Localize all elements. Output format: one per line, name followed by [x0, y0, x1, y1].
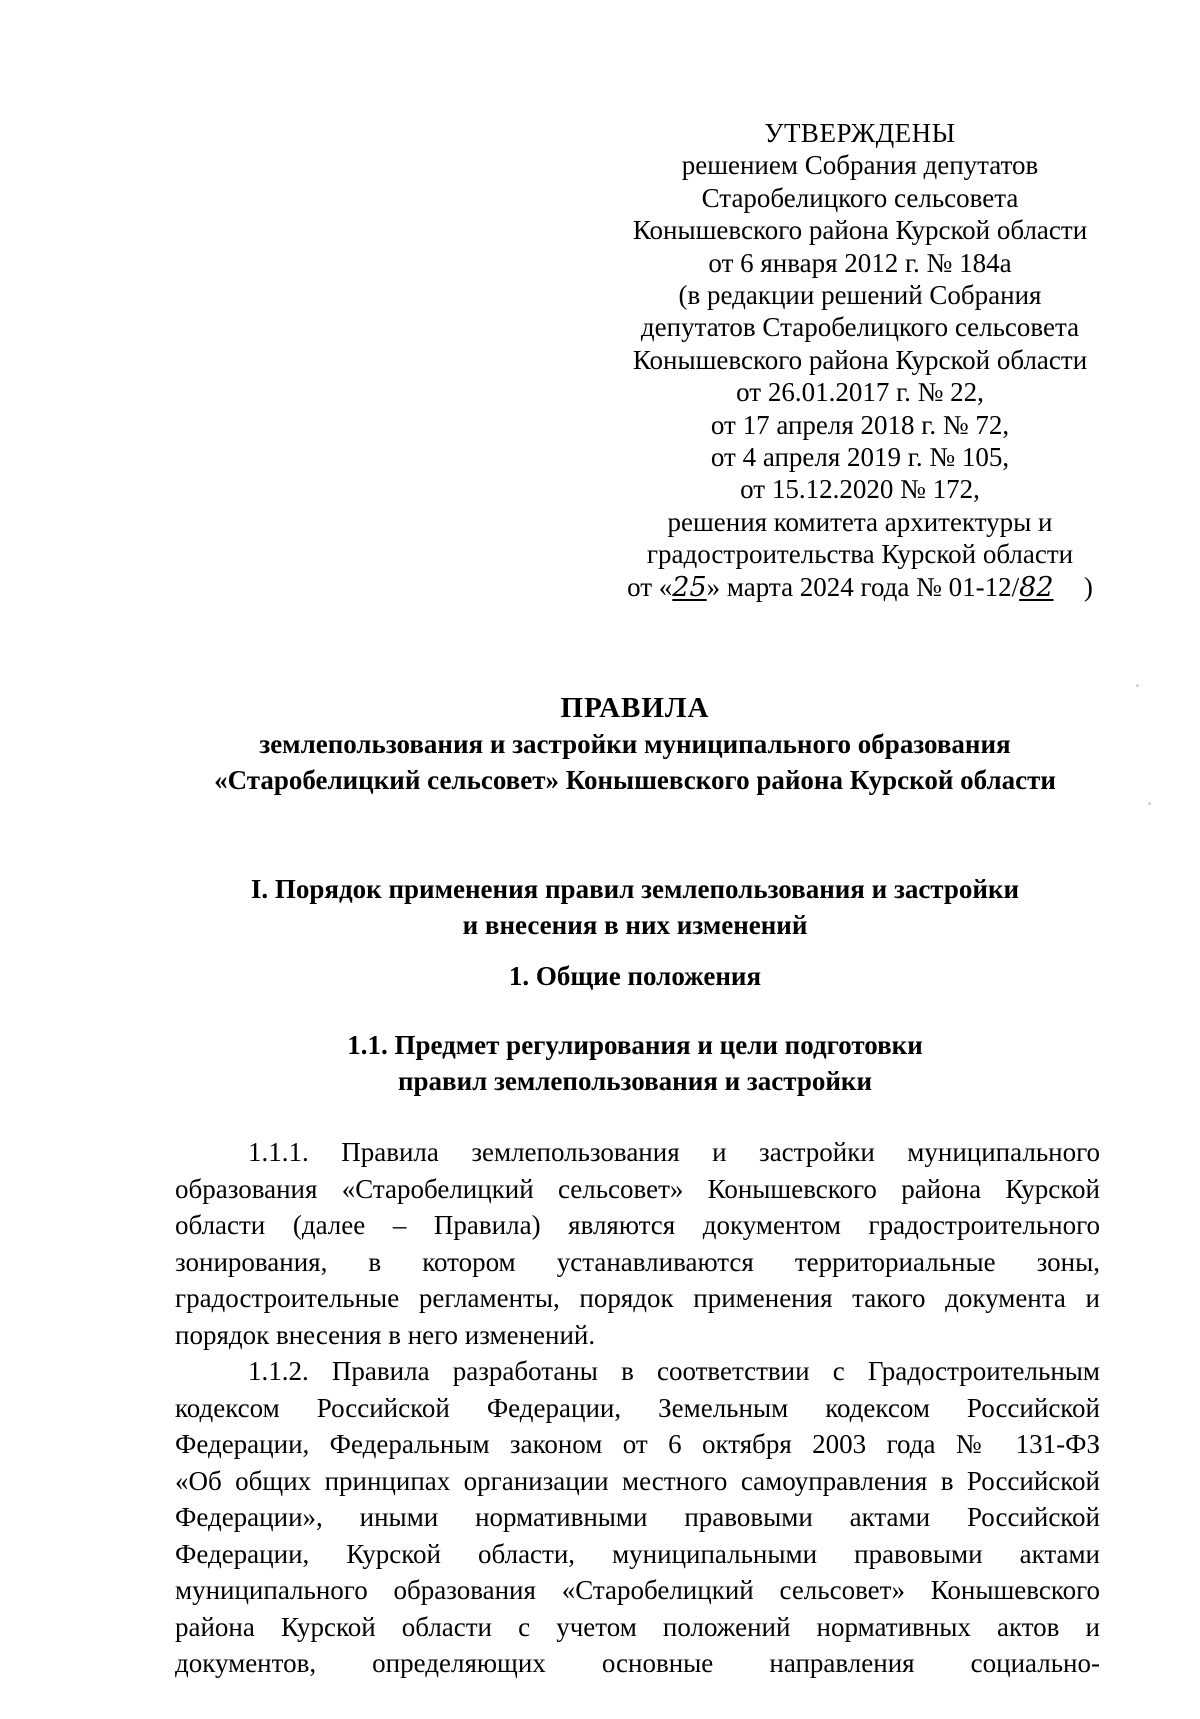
scan-speck: [1136, 684, 1139, 687]
subsection-heading: [170, 1027, 1100, 1099]
section-heading: [170, 871, 1100, 943]
approval-line: от 4 апреля 2019 г. № 105,: [710, 442, 1010, 473]
approval-line: Конышевского района Курской области: [632, 215, 1088, 246]
approval-title: УТВЕРЖДЕНЫ: [764, 118, 956, 148]
subsection-heading-line: 1.1. Предмет регулирования и цели подготовки: [347, 1030, 923, 1060]
paragraph-line: образования «Старобелицкий сельсовет» Конышевского района Курской: [175, 1173, 1100, 1204]
handwritten-number: 82: [1019, 571, 1054, 603]
approval-date-line: [600, 571, 1120, 604]
paragraph-line: области (далее – Правила) являются документом градостроительного: [175, 1210, 1100, 1240]
approval-line: от 6 января 2012 г. № 184а: [708, 247, 1012, 278]
paragraph-line: Федерации», иными нормативными правовыми актами Российской: [175, 1502, 1100, 1532]
approval-line: от 26.01.2017 г. № 22,: [736, 377, 984, 408]
approval-line: решения комитета архитектуры и: [667, 506, 1053, 537]
paragraph-line: порядок внесения в него изменений.: [175, 1319, 596, 1350]
document-title-block: [170, 690, 1100, 798]
approval-line: от 15.12.2020 № 172,: [740, 474, 980, 505]
chapter-heading-line: 1. Общие положения: [508, 961, 762, 991]
paragraph-1-1-2: [175, 1353, 1100, 1682]
approval-line: от 17 апреля 2018 г. № 72,: [710, 409, 1010, 440]
approval-line: решением Собрания депутатов: [681, 150, 1039, 181]
approval-line: (в редакции решений Собрания: [678, 280, 1042, 311]
scan-speck: [1148, 802, 1151, 805]
chapter-heading: [170, 958, 1100, 994]
section-heading-line: и внесения в них изменений: [462, 910, 808, 940]
document-subtitle-line: «Старобелицкий сельсовет» Конышевского района Курской области: [214, 765, 1056, 795]
approval-line: Конышевского района Курской области: [632, 344, 1088, 375]
paragraph-line: градостроительные регламенты, порядок применения такого документа и: [175, 1283, 1100, 1313]
paragraph-line: документов, определяющих основные направления социально-: [175, 1648, 1100, 1678]
document-title: ПРАВИЛА: [560, 692, 710, 724]
handwritten-day: 25: [672, 571, 707, 603]
paragraph-line: зонирования, в котором устанавливаются территориальные зоны,: [175, 1246, 1100, 1277]
approval-line: градостроительства Курской области: [646, 539, 1074, 570]
section-heading-line: I. Порядок применения правил землепользования и застройки: [250, 874, 1020, 904]
approval-block: [600, 117, 1120, 604]
paragraph-line: района Курской области с учетом положений нормативных актов и: [175, 1611, 1100, 1642]
approval-date-suffix: ): [1077, 571, 1093, 602]
paragraph-line: Федерации, Курской области, муниципальными правовыми актами: [175, 1538, 1100, 1569]
paragraph-1-1-1: [175, 1134, 1100, 1353]
approval-line: Старобелицкого сельсовета: [701, 182, 1019, 213]
paragraph-line: «Об общих принципах организации местного самоуправления в Российской: [175, 1465, 1100, 1496]
document-subtitle-line: землепользования и застройки муниципального образования: [259, 729, 1011, 759]
subsection-heading-line: правил землепользования и застройки: [397, 1066, 873, 1096]
paragraph-line: 1.1.1. Правила землепользования и застройки муниципального: [248, 1137, 1100, 1167]
approval-line: депутатов Старобелицкого сельсовета: [640, 312, 1080, 343]
paragraph-line: кодексом Российской Федерации, Земельным кодексом Российской: [175, 1392, 1100, 1423]
paragraph-line: 1.1.2. Правила разработаны в соответствии с Градостроительным: [248, 1356, 1100, 1386]
paragraph-line: муниципального образования «Старобелицкий сельсовет» Конышевского: [175, 1575, 1100, 1605]
body-text: [175, 1134, 1100, 1682]
approval-date-middle: » марта 2024 года № 01-12/: [706, 571, 1020, 602]
paragraph-line: Федерации, Федеральным законом от 6 октября 2003 года № 131-ФЗ: [175, 1429, 1100, 1459]
approval-date-prefix: от «: [627, 571, 673, 602]
